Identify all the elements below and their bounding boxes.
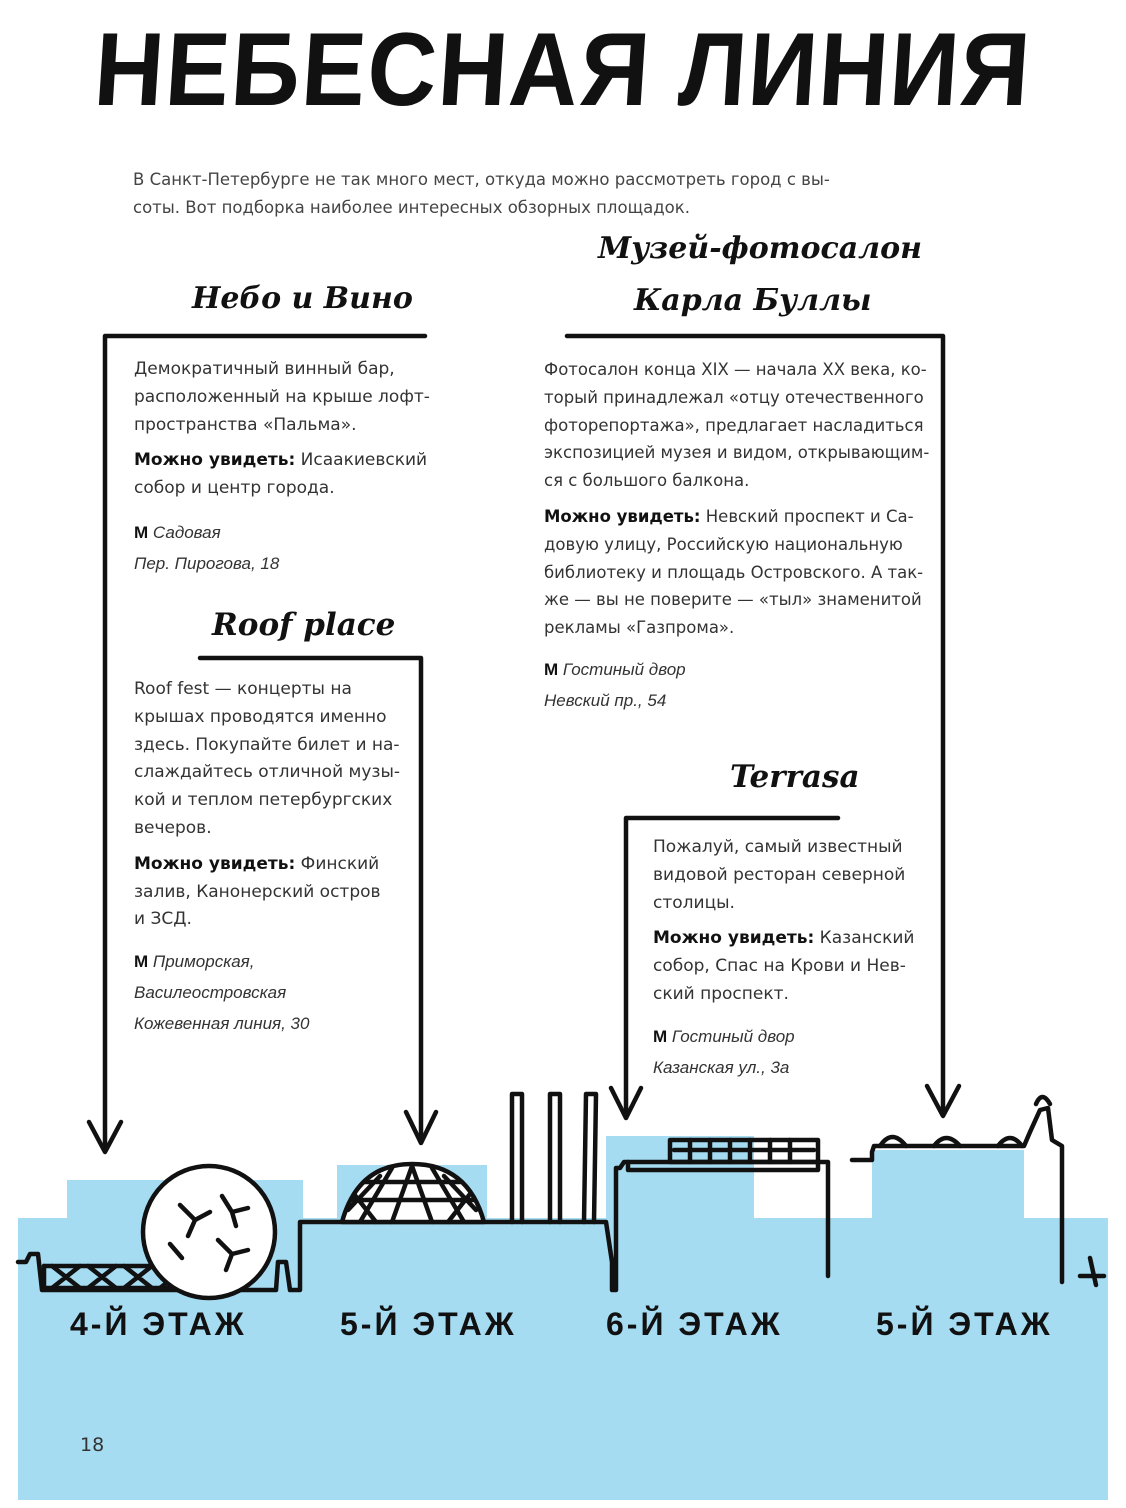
bulla-see-label: Можно увидеть: xyxy=(544,506,701,526)
bulla-address: Невский пр., 54 xyxy=(544,690,667,710)
bulla-see-5: рекламы «Газпрома». xyxy=(544,618,735,638)
terrasa-metro-icon: М xyxy=(653,1026,668,1046)
venue-card-nebo xyxy=(134,356,434,579)
bulla-see-3: библиотеку и площадь Островского. А так- xyxy=(544,562,924,582)
page-title: НЕБЕСНАЯ ЛИНИЯ xyxy=(91,12,1035,128)
roof-metro-2: Василеостровская xyxy=(134,983,287,1003)
roof-desc-1: Roof fest — концерты на xyxy=(134,679,352,699)
roof-desc-2: крышах проводятся именно xyxy=(134,706,387,727)
floor-label-2: 5-Й ЭТАЖ xyxy=(340,1306,517,1342)
chimney-2 xyxy=(550,1094,560,1222)
nebo-desc-3: пространства «Пальма». xyxy=(134,414,357,435)
venue-heading-bulla-2: Карла Буллы xyxy=(634,283,872,318)
terrasa-metro: Гостиный двор xyxy=(671,1026,795,1046)
intro-paragraph xyxy=(133,166,933,222)
nebo-metro: Садовая xyxy=(152,522,221,542)
intro-line-2: соты. Вот подборка наиболее интересных обзорных площадок. xyxy=(133,198,690,217)
bulla-desc-1: Фотосалон конца XIX — начала XX века, ко- xyxy=(544,360,927,379)
bulla-metro-icon: М xyxy=(544,659,559,679)
roof-see-2: залив, Канонерский остров xyxy=(134,881,381,902)
venue-heading-nebo: Небо и Вино xyxy=(192,281,413,316)
roof-address: Кожевенная линия, 30 xyxy=(134,1014,310,1034)
nebo-see-1: Исаакиевский xyxy=(295,450,428,471)
bulla-see-1: Невский проспект и Са- xyxy=(700,506,914,526)
terrasa-see-2: собор, Спас на Крови и Нев- xyxy=(653,956,906,977)
nebo-see-label: Можно увидеть: xyxy=(134,450,296,471)
nebo-desc-2: расположенный на крыше лофт- xyxy=(134,386,430,407)
roof-desc-5: кой и теплом петербургских xyxy=(134,790,393,811)
chimney-3 xyxy=(584,1094,596,1222)
venue-heading-roof: Roof place xyxy=(212,607,396,643)
bulla-see-2: довую улицу, Российскую национальную xyxy=(544,534,903,554)
terrasa-see-3: ский проспект. xyxy=(653,983,789,1004)
roof-desc-4: слаждайтесь отличной музы- xyxy=(134,762,401,783)
nebo-address: Пер. Пирогова, 18 xyxy=(134,553,280,573)
nebo-metro-icon: М xyxy=(134,522,149,542)
roof-see-label: Можно увидеть: xyxy=(134,853,296,874)
terrasa-desc-2: видовой ресторан северной xyxy=(653,864,906,885)
intro-line-1: В Санкт-Петербурге не так много мест, откуда можно рассмотреть город с вы- xyxy=(133,170,830,189)
bulla-see-4: же — вы не поверите — «тыл» знаменитой xyxy=(544,590,922,610)
sphere-building xyxy=(143,1166,275,1298)
venue-card-roof xyxy=(134,676,404,1039)
roof-see-1: Финский xyxy=(295,853,380,874)
blue-block-4 xyxy=(872,1150,1024,1220)
roof-see-3: и ЗСД. xyxy=(134,909,192,930)
terrasa-desc-3: столицы. xyxy=(653,892,735,913)
nebo-desc-1: Демократичный винный бар, xyxy=(134,359,395,379)
venue-heading-terrasa: Terrasa xyxy=(730,759,860,795)
roof-metro: Приморская, xyxy=(152,952,255,972)
terrasa-desc-1: Пожалуй, самый известный xyxy=(653,837,903,857)
floor-label-1: 4-Й ЭТАЖ xyxy=(70,1306,247,1342)
terrasa-address: Казанская ул., 3а xyxy=(653,1057,790,1077)
venue-heading-bulla-1: Музей-фотосалон xyxy=(598,231,923,266)
roof-metro-icon: М xyxy=(134,952,149,972)
floor-label-3: 6-Й ЭТАЖ xyxy=(606,1306,783,1342)
bulla-desc-3: фоторепортажа», предлагает насладиться xyxy=(544,415,924,435)
bulla-desc-4: экспозицией музея и видом, открывающим- xyxy=(544,443,930,463)
roof-desc-6: вечеров. xyxy=(134,817,212,838)
venue-card-bulla xyxy=(544,356,934,716)
roof-desc-3: здесь. Покупайте билет и на- xyxy=(134,734,400,755)
venue-card-terrasa xyxy=(653,834,923,1083)
floor-label-4: 5-Й ЭТАЖ xyxy=(876,1306,1053,1342)
chimney-1 xyxy=(512,1094,522,1222)
page-number: 18 xyxy=(80,1434,105,1456)
terrasa-see-label: Можно увидеть: xyxy=(653,928,815,949)
terrasa-see-1: Казанский xyxy=(814,928,915,949)
bulla-metro: Гостиный двор xyxy=(562,659,686,679)
nebo-see-2: собор и центр города. xyxy=(134,478,335,499)
bulla-desc-5: ся с большого балкона. xyxy=(544,471,750,491)
bulla-desc-2: торый принадлежал «отцу отечественного xyxy=(544,387,924,407)
